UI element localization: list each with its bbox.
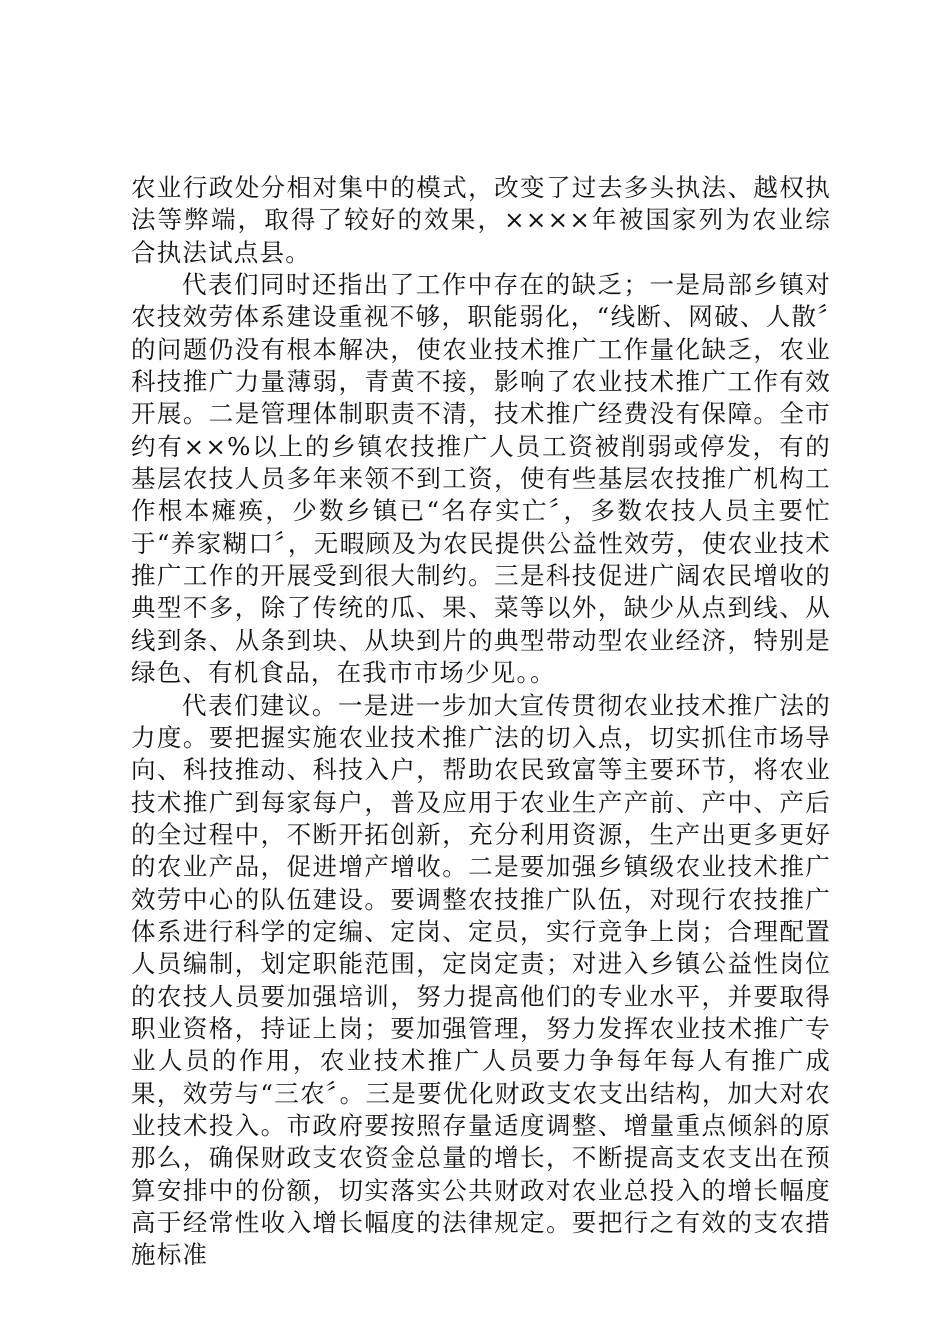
paragraph-suggestions: 代表们建议。一是进一步加大宣传贯彻农业技术推广法的力度。要把握实施农业技术推广法的切入点，切实抓住市场导向、科技推动、科技入户，帮助农民致富等主要环节，将农业技术推广到每家每户，普及应用于农业生产产前、产中、产后的全过程中，不断开拓创新，充分利用资源，生产出更多更好的农业产品，促进增产增收。二是要加强乡镇级农业技术推广效劳中心的队伍建设。要调整农技推广队伍，对现行农技推广体系进行科学的定编、定岗、定员，实行竞争上岗；合理配置人员编制，划定职能范围，定岗定责；对进入乡镇公益性岗位的农技人员要加强培训，努力提高他们的专业水平，并要取得职业资格，持证上岗；要加强管理，努力发挥农业技术推广专业人员的作用，农业技术推广人员要力争每年每人有推广成果，效劳与“三农〞。三是要优化财政支农支出结构，加大对农业技术投入。市政府要按照存量适度调整、增量重点倾斜的原那么，确保财政支农资金总量的增长，不断提高支农支出在预算安排中的份额，切实落实公共财政对农业总投入的增长幅度高于经常性收入增长幅度的法律规定。要把行之有效的支农措施标准 [131, 690, 831, 1270]
paragraph-shortcomings: 代表们同时还指出了工作中存在的缺乏；一是局部乡镇对农技效劳体系建设重视不够，职能弱化，“线断、网破、人散〞的问题仍没有根本解决，使农业技术推广工作量化缺乏，农业科技推广力量薄弱，青黄不接，影响了农业技术推广工作有效开展。二是管理体制职责不清，技术推广经费没有保障。全市约有××%以上的乡镇农技推广人员工资被削弱或停发，有的基层农技人员多年来领不到工资，使有些基层农技推广机构工作根本瘫痪，少数乡镇已“名存实亡〞，多数农技人员主要忙于“养家糊口〞，无暇顾及为农民提供公益性效劳，使农业技术推广工作的开展受到很大制约。三是科技促进广阔农民增收的典型不多，除了传统的瓜、果、菜等以外，缺少从点到线、从线到条、从条到块、从块到片的典型带动型农业经济，特别是绿色、有机食品，在我市市场少见。。 [131, 270, 831, 688]
paragraph-continuation: 农业行政处分相对集中的模式，改变了过去多头执法、越权执法等弊端，取得了较好的效果，××××年被国家列为农业综合执法试点县。 [131, 173, 831, 267]
body-text [131, 172, 831, 1272]
